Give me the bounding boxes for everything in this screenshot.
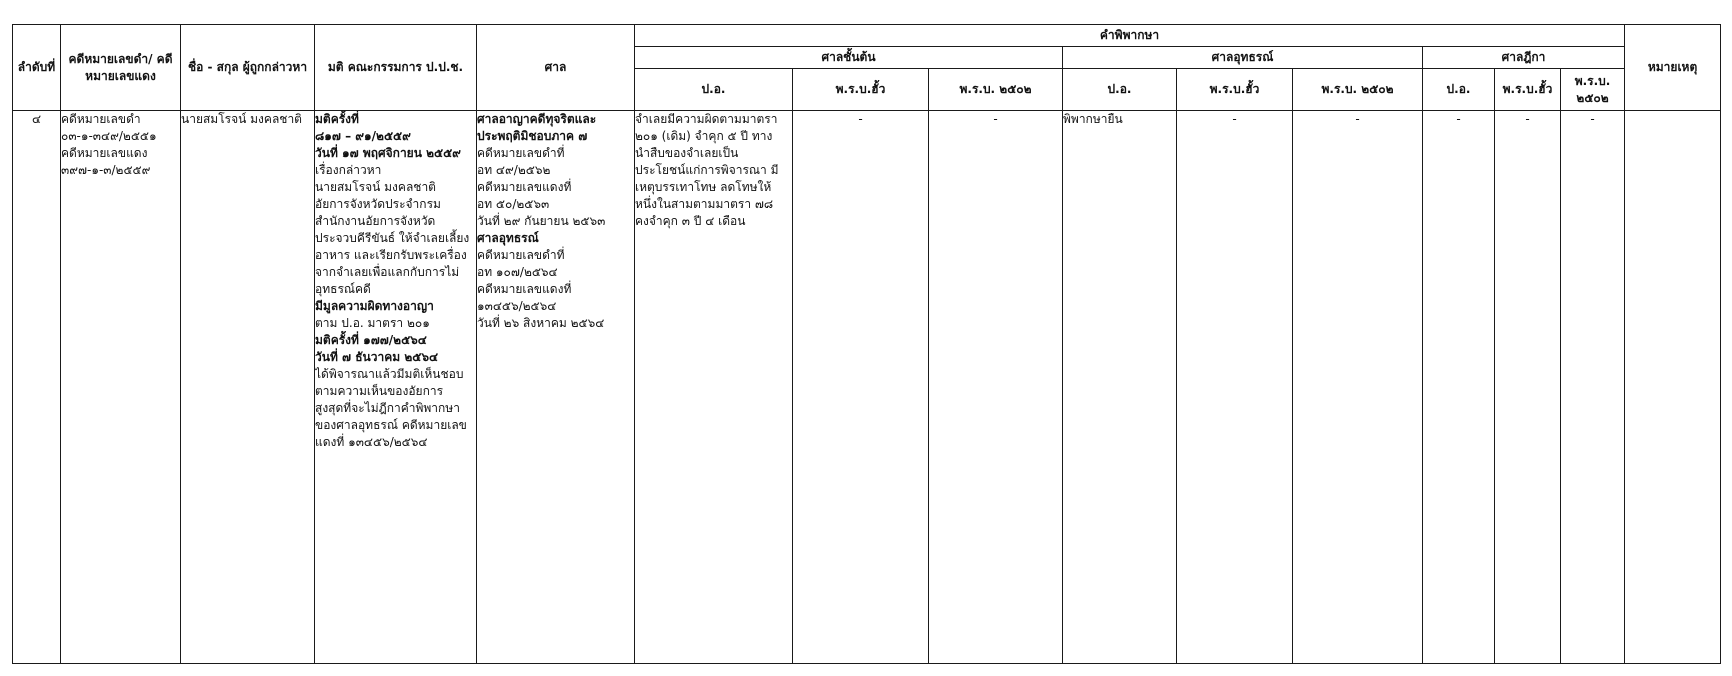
header-name: ชื่อ - สกุล ผู้ถูกกล่าวหา [181, 25, 315, 111]
resolution-line: อัยการจังหวัดประจำกรม [315, 197, 441, 211]
resolution-line: ได้พิจารณาแล้วมีมติเห็นชอบ [315, 367, 464, 381]
row-resolution [315, 111, 477, 664]
row-first-act-old: - [793, 111, 929, 664]
resolution-line: จากจำเลยเพื่อแลกกับการไม่ [315, 265, 460, 279]
case-label-red: คดีหมายเลขแดง [61, 146, 148, 160]
resolution-line: อาหาร และเรียกรับพระเครื่อง [315, 248, 467, 262]
judgment-line: หนึ่งในสามตามมาตรา ๗๘ [635, 197, 774, 211]
row-first-criminal [635, 111, 793, 664]
resolution-line: มติครั้งที่ [315, 112, 359, 126]
row-court [477, 111, 635, 664]
court-line: อท ๑๐๗/๒๕๖๔ [477, 265, 558, 279]
table-row [13, 111, 1721, 664]
header-supreme-act-old: พ.ร.บ.ฮั้ว [1495, 69, 1561, 111]
resolution-line: วันที่ ๑๗ พฤศจิกายน ๒๕๕๙ [315, 146, 461, 160]
case-number-red: ๓๙๗-๑-๓/๒๕๕๙ [61, 163, 151, 177]
resolution-line: ตาม ป.อ. มาตรา ๒๐๑ [315, 316, 430, 330]
row-appeal-act-2502: - [1293, 111, 1423, 664]
row-supreme-act-old: - [1495, 111, 1561, 664]
resolution-line: ของศาลอุทธรณ์ คดีหมายเลข [315, 418, 467, 432]
resolution-line: ตามความเห็นของอัยการ [315, 384, 444, 398]
judgment-line: ๒๐๑ (เดิม) จำคุก ๕ ปี ทาง [635, 129, 773, 143]
header-appeal-criminal: ป.อ. [1063, 69, 1177, 111]
judgment-line: คงจำคุก ๓ ปี ๔ เดือน [635, 214, 746, 228]
header-appeal-act-2502: พ.ร.บ. ๒๕๐๒ [1293, 69, 1423, 111]
court-line: วันที่ ๒๙ กันยายน ๒๕๖๓ [477, 214, 606, 228]
resolution-line: ประจวบคีรีขันธ์ ให้จำเลยเลี้ยง [315, 231, 470, 245]
header-first-court: ศาลชั้นต้น [635, 47, 1063, 69]
court-line: คดีหมายเลขดำที่ [477, 248, 565, 262]
court-line: คดีหมายเลขดำที่ [477, 146, 565, 160]
header-resolution: มติ คณะกรรมการ ป.ป.ช. [315, 25, 477, 111]
row-appeal-criminal: พิพากษายืน [1063, 111, 1177, 664]
judgment-line: จำเลยมีความผิดตามมาตรา [635, 112, 778, 126]
court-line: ๑๓๔๕๖/๒๕๖๔ [477, 299, 557, 313]
header-supreme-criminal: ป.อ. [1423, 69, 1495, 111]
court-line: ศาลอุทธรณ์ [477, 231, 539, 245]
resolution-line: อุทธรณ์คดี [315, 282, 371, 296]
header-seq: ลำดับที่ [13, 25, 61, 111]
row-supreme-criminal: - [1423, 111, 1495, 664]
header-remarks: หมายเหตุ [1625, 25, 1721, 111]
case-label-black: คดีหมายเลขดำ [61, 112, 141, 126]
resolution-line: ๘๑๗ – ๙๑/๒๕๕๙ [315, 129, 411, 143]
judgment-line: เหตุบรรเทาโทษ ลดโทษให้ [635, 180, 772, 194]
court-line: คดีหมายเลขแดงที่ [477, 282, 572, 296]
resolution-line: วันที่ ๗ ธันวาคม ๒๕๖๔ [315, 350, 439, 364]
header-first-act-old: พ.ร.บ.ฮั้ว [793, 69, 929, 111]
row-appeal-act-old: - [1177, 111, 1293, 664]
resolution-line: เรื่องกล่าวหา [315, 163, 382, 177]
row-first-act-2502: - [929, 111, 1063, 664]
row-seq: ๔ [13, 111, 61, 664]
resolution-line: มติครั้งที่ ๑๗๗/๒๕๖๔ [315, 333, 427, 347]
resolution-line: สำนักงานอัยการจังหวัด [315, 214, 436, 228]
resolution-line: แดงที่ ๑๓๔๕๖/๒๕๖๔ [315, 435, 428, 449]
row-case-number [61, 111, 181, 664]
header-appeal-act-old: พ.ร.บ.ฮั้ว [1177, 69, 1293, 111]
header-appeal-court: ศาลอุทธรณ์ [1063, 47, 1423, 69]
header-case-number: คดีหมายเลขดำ/ คดีหมายเลขแดง [61, 25, 181, 111]
row-name: นายสมโรจน์ มงคลชาติ [181, 111, 315, 664]
header-row-1 [13, 25, 1721, 47]
court-line: อท ๕๐/๒๕๖๓ [477, 197, 550, 211]
resolution-line: สูงสุดที่จะไม่ฎีกาคำพิพากษา [315, 401, 460, 415]
judgment-line: ประโยชน์แก่การพิจารณา มี [635, 163, 779, 177]
resolution-line: มีมูลความผิดทางอาญา [315, 299, 434, 313]
header-judgment: คำพิพากษา [635, 25, 1625, 47]
court-line: ประพฤติมิชอบภาค ๗ [477, 129, 588, 143]
resolution-line: นายสมโรจน์ มงคลชาติ [315, 180, 436, 194]
header-court: ศาล [477, 25, 635, 111]
judgment-table [12, 24, 1721, 664]
header-supreme-court: ศาลฎีกา [1423, 47, 1625, 69]
court-line: วันที่ ๒๖ สิงหาคม ๒๕๖๔ [477, 316, 605, 330]
court-line: อท ๔๙/๒๕๖๒ [477, 163, 551, 177]
header-first-criminal: ป.อ. [635, 69, 793, 111]
row-supreme-act-2502: - [1561, 111, 1625, 664]
judgment-line: นำสืบของจำเลยเป็น [635, 146, 739, 160]
case-number-black: ๐๓-๑-๓๔๙/๒๕๕๑ [61, 129, 157, 143]
row-remarks [1625, 111, 1721, 664]
header-first-act-2502: พ.ร.บ. ๒๕๐๒ [929, 69, 1063, 111]
court-line: คดีหมายเลขแดงที่ [477, 180, 572, 194]
header-supreme-act-2502: พ.ร.บ. ๒๕๐๒ [1561, 69, 1625, 111]
court-line: ศาลอาญาคดีทุจริตและ [477, 112, 597, 126]
